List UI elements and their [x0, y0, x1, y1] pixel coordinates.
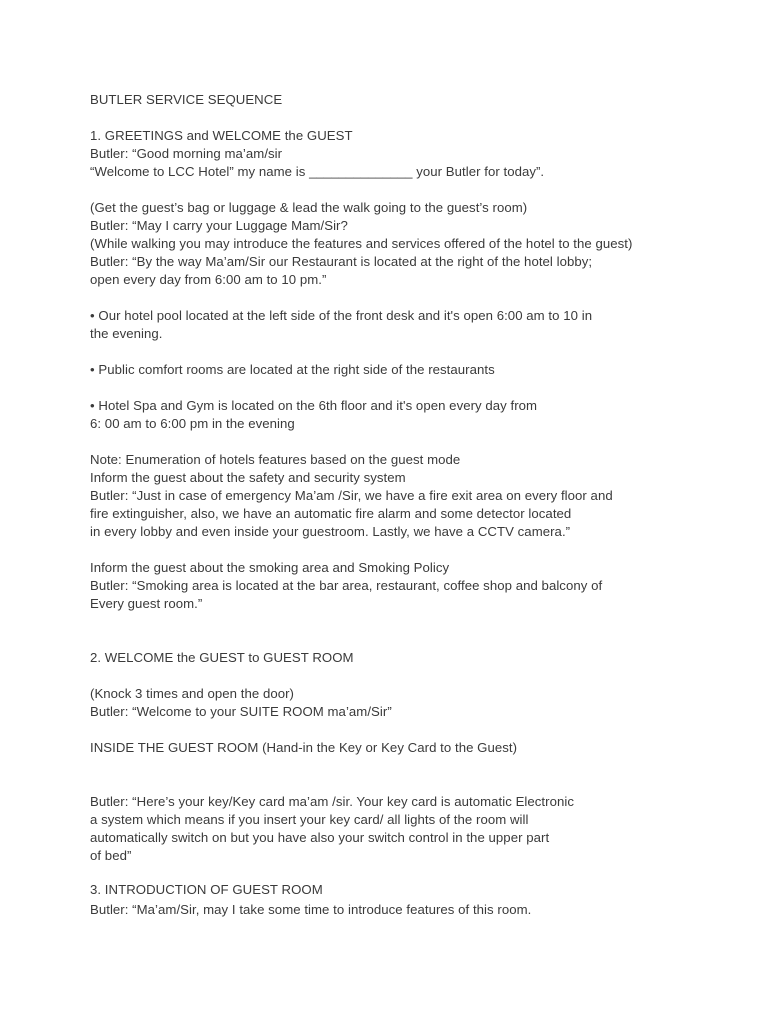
document-title: BUTLER SERVICE SEQUENCE [90, 92, 283, 107]
text-line: Butler: “May I carry your Luggage Mam/Sir? [90, 218, 348, 233]
text-line: Butler: “Good morning ma’am/sir [90, 146, 283, 161]
section-heading-greetings: 1. GREETINGS and WELCOME the GUEST [90, 128, 353, 143]
text-line: Butler: “Just in case of emergency Ma’am /Sir, we have a fire exit area on every floor and [90, 488, 613, 503]
text-line: fire extinguisher, also, we have an automatic fire alarm and some detector located [90, 506, 572, 521]
text-line: Butler: “By the way Ma’am/Sir our Restaurant is located at the right of the hotel lobby; [90, 254, 593, 269]
text-line: open every day from 6:00 am to 10 pm.” [90, 272, 327, 287]
bullet-item-spa-gym: • Hotel Spa and Gym is located on the 6th floor and it's open every day from [90, 398, 538, 413]
text-line: in every lobby and even inside your guestroom. Lastly, we have a CCTV camera.” [90, 524, 571, 539]
bullet-item-comfort-rooms: • Public comfort rooms are located at the right side of the restaurants [90, 362, 495, 377]
text-line: Every guest room.” [90, 596, 203, 611]
text-line: Inform the guest about the safety and security system [90, 470, 406, 485]
text-line: (Knock 3 times and open the door) [90, 686, 294, 701]
note-line: Note: Enumeration of hotels features based on the guest mode [90, 452, 461, 467]
text-line: (While walking you may introduce the features and services offered of the hotel to the guest) [90, 236, 633, 251]
text-line: automatically switch on but you have also your switch control in the upper part [90, 830, 550, 845]
text-line: “Welcome to LCC Hotel” my name is ______________ your Butler for today”. [90, 164, 545, 179]
text-line: Inform the guest about the smoking area and Smoking Policy [90, 560, 450, 575]
text-line: Butler: “Here’s your key/Key card ma’am /sir. Your key card is automatic Electronic [90, 794, 574, 809]
bullet-item-pool: • Our hotel pool located at the left side of the front desk and it's open 6:00 am to 10 in [90, 308, 593, 323]
text-line: Butler: “Ma’am/Sir, may I take some time to introduce features of this room. [90, 902, 532, 917]
section-heading-introduction: 3. INTRODUCTION OF GUEST ROOM [90, 882, 323, 897]
text-line: 6: 00 am to 6:00 pm in the evening [90, 416, 295, 431]
text-line: Butler: “Welcome to your SUITE ROOM ma’am/Sir” [90, 704, 392, 719]
text-line: a system which means if you insert your key card/ all lights of the room will [90, 812, 529, 827]
text-line: of bed” [90, 848, 132, 863]
section-heading-welcome-room: 2. WELCOME the GUEST to GUEST ROOM [90, 650, 354, 665]
text-line: (Get the guest’s bag or luggage & lead the walk going to the guest’s room) [90, 200, 528, 215]
text-line: the evening. [90, 326, 163, 341]
subheading-inside-room: INSIDE THE GUEST ROOM (Hand-in the Key or Key Card to the Guest) [90, 740, 518, 755]
text-line: Butler: “Smoking area is located at the bar area, restaurant, coffee shop and balcony of [90, 578, 603, 593]
